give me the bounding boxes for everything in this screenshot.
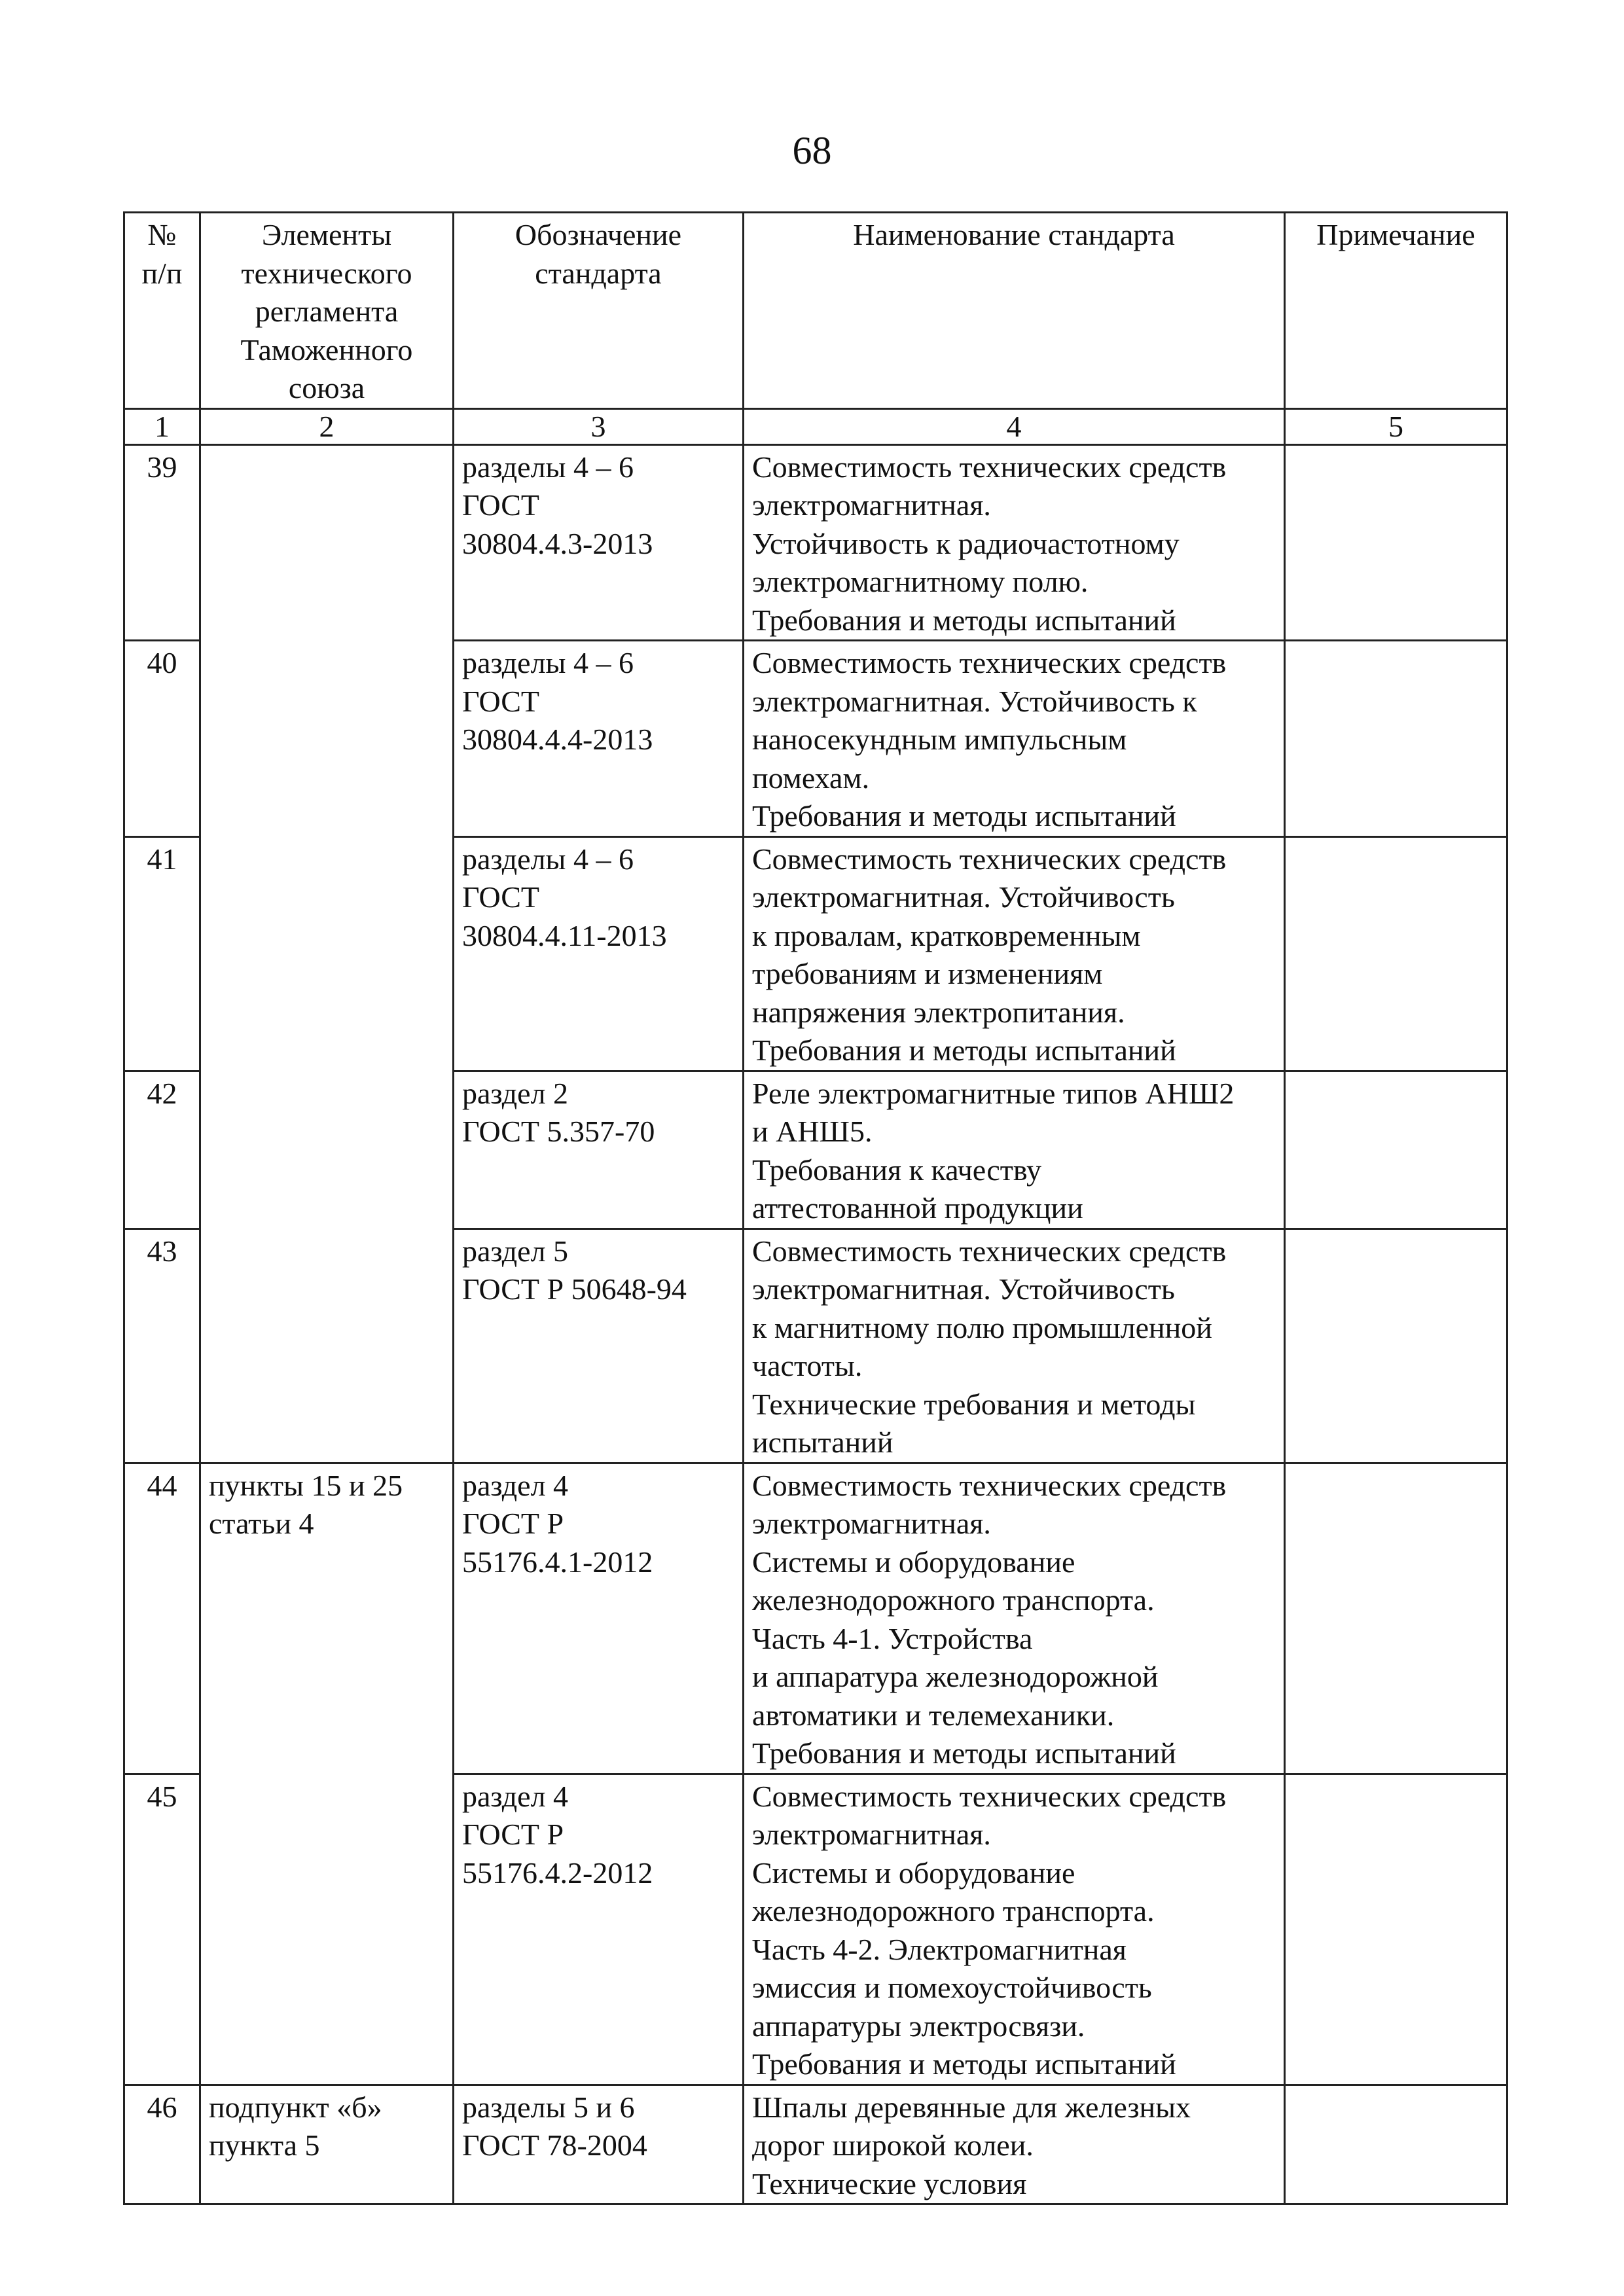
header-name: Наименование стандарта (744, 213, 1285, 409)
row-note (1285, 1229, 1507, 1463)
row-elements: пункты 15 и 25 статьи 4 (200, 1463, 454, 2085)
page-number: 68 (792, 129, 832, 172)
row-designation: разделы 4 – 6 ГОСТ 30804.4.3-2013 (454, 444, 744, 641)
row-note (1285, 2085, 1507, 2204)
row-note (1285, 1463, 1507, 1774)
row-elements (200, 444, 454, 1463)
table-row (124, 2085, 1507, 2204)
row-note (1285, 1071, 1507, 1229)
table-row (124, 444, 1507, 641)
row-note (1285, 641, 1507, 837)
column-number: 1 (124, 408, 200, 444)
column-number: 5 (1285, 408, 1507, 444)
row-elements: подпункт «б» пункта 5 (200, 2085, 454, 2204)
header-designation: Обозначение стандарта (454, 213, 744, 409)
header-num: № п/п (124, 213, 200, 409)
row-note (1285, 444, 1507, 641)
row-number: 43 (124, 1229, 200, 1463)
row-standard-name: Совместимость технических средств электромагнитная. Системы и оборудование железнодорожного транспорта. Часть 4-1. Устройства и аппаратура железнодорожной автоматики и телемеханики. Требования и методы испытаний (744, 1463, 1285, 1774)
column-number: 3 (454, 408, 744, 444)
header-note: Примечание (1285, 213, 1507, 409)
header-row (124, 213, 1507, 409)
row-standard-name: Совместимость технических средств электромагнитная. Устойчивость к провалам, кратковременным требованиям и изменениям напряжения электропитания. Требования и методы испытаний (744, 836, 1285, 1071)
row-designation: раздел 4 ГОСТ Р 55176.4.2-2012 (454, 1774, 744, 2085)
column-number: 4 (744, 408, 1285, 444)
row-number: 44 (124, 1463, 200, 1774)
row-standard-name: Реле электромагнитные типов АНШ2 и АНШ5. Требования к качеству аттестованной продукции (744, 1071, 1285, 1229)
row-standard-name: Совместимость технических средств электромагнитная. Устойчивость к наносекундным импульсным помехам. Требования и методы испытаний (744, 641, 1285, 837)
row-number: 41 (124, 836, 200, 1071)
row-note (1285, 836, 1507, 1071)
row-number: 46 (124, 2085, 200, 2204)
column-number-row (124, 408, 1507, 444)
row-number: 42 (124, 1071, 200, 1229)
row-standard-name: Совместимость технических средств электромагнитная. Устойчивость к радиочастотному электромагнитному полю. Требования и методы испытаний (744, 444, 1285, 641)
row-designation: раздел 4 ГОСТ Р 55176.4.1-2012 (454, 1463, 744, 1774)
row-number: 40 (124, 641, 200, 837)
row-standard-name: Совместимость технических средств электромагнитная. Системы и оборудование железнодорожного транспорта. Часть 4-2. Электромагнитная эмиссия и помехоустойчивость аппаратуры электросвязи. Требования и методы испытаний (744, 1774, 1285, 2085)
row-designation: раздел 2 ГОСТ 5.357-70 (454, 1071, 744, 1229)
row-standard-name: Шпалы деревянные для железных дорог широкой колеи. Технические условия (744, 2085, 1285, 2204)
row-designation: разделы 5 и 6 ГОСТ 78-2004 (454, 2085, 744, 2204)
column-number: 2 (200, 408, 454, 444)
row-designation: раздел 5 ГОСТ Р 50648-94 (454, 1229, 744, 1463)
row-designation: разделы 4 – 6 ГОСТ 30804.4.4-2013 (454, 641, 744, 837)
standards-table (123, 211, 1508, 2205)
table-row (124, 1463, 1507, 1774)
row-number: 39 (124, 444, 200, 641)
header-elements: Элементы технического регламента Таможенного союза (200, 213, 454, 409)
row-standard-name: Совместимость технических средств электромагнитная. Устойчивость к магнитному полю промышленной частоты. Технические требования и методы испытаний (744, 1229, 1285, 1463)
row-designation: разделы 4 – 6 ГОСТ 30804.4.11-2013 (454, 836, 744, 1071)
row-note (1285, 1774, 1507, 2085)
row-number: 45 (124, 1774, 200, 2085)
